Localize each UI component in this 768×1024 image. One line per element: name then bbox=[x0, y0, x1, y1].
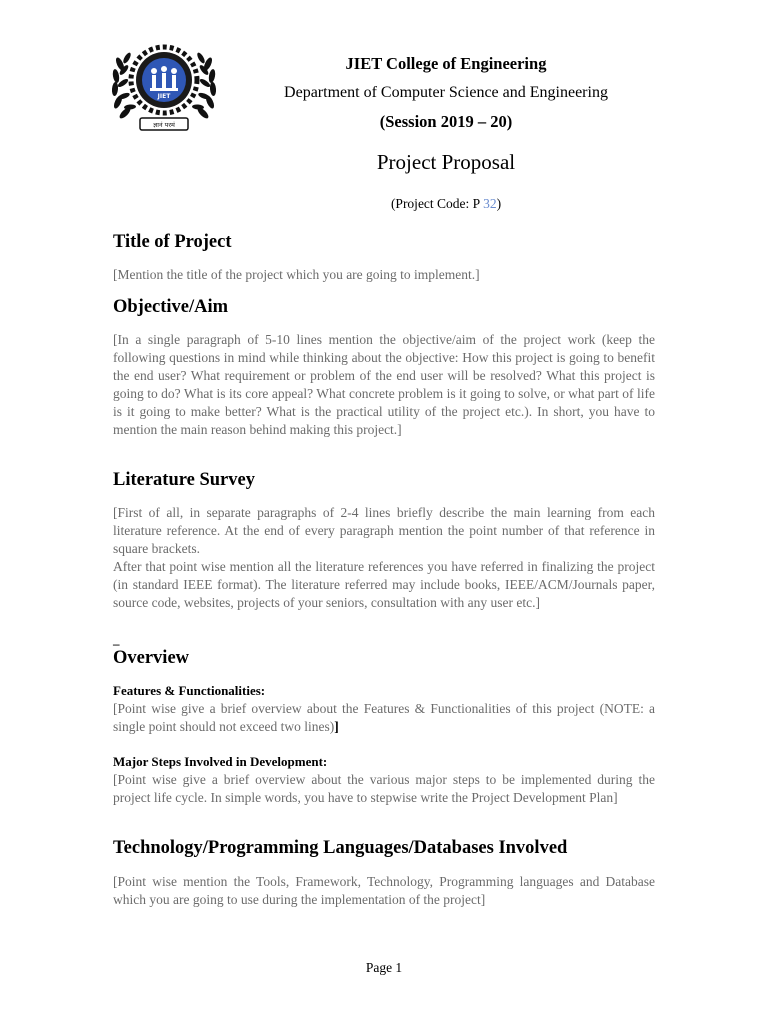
note-literature-survey bbox=[113, 504, 655, 612]
project-code-prefix: (Project Code: P bbox=[390, 196, 484, 211]
college-name: JIET College of Engineering bbox=[345, 54, 547, 73]
note-technology: [Point wise mention the Tools, Framework, Technology, Programming languages and Database which you are going to use during the implementation of the project] bbox=[113, 874, 655, 907]
note-major-steps: [Point wise give a brief overview about the various major steps to be implemented during the project life cycle. In simple words, you have to stepwise write the Project Development Plan] bbox=[113, 772, 655, 805]
heading-technology: Technology/Programming Languages/Databases Involved bbox=[113, 838, 568, 858]
project-code-number: 32 bbox=[483, 196, 497, 211]
heading-objective: Objective/Aim bbox=[113, 297, 229, 317]
stray-dash: – bbox=[113, 636, 120, 651]
document-title: Project Proposal bbox=[376, 150, 516, 174]
svg-text:ज्ञानं परमं: ज्ञानं परमं bbox=[153, 121, 175, 129]
features-text: [Point wise give a brief overview about the Features & Functionalities of this project (NOTE: a single point should not exceed two lines) bbox=[113, 701, 655, 734]
note-title-of-project: [Mention the title of the project which you are going to implement.] bbox=[113, 267, 480, 282]
session: (Session 2019 – 20) bbox=[379, 112, 513, 131]
features-close-bracket: ] bbox=[334, 719, 339, 734]
label-major-steps: Major Steps Involved in Development: bbox=[113, 754, 328, 769]
literature-paragraph-2: After that point wise mention all the literature references you have referred in finalizing the project (in standard IEEE format). The literature referred may include books, IEEE/ACM/Journals paper, source code, websites, projects of your seniors, consultation with any user etc.] bbox=[113, 559, 655, 610]
label-features: Features & Functionalities: bbox=[113, 683, 266, 698]
heading-literature-survey: Literature Survey bbox=[113, 470, 255, 490]
heading-overview: Overview bbox=[113, 648, 190, 668]
note-features bbox=[113, 700, 655, 736]
note-objective: [In a single paragraph of 5-10 lines mention the objective/aim of the project work (keep the following questions in mind while thinking about the objective: How this project is going to benefit the end user? What requirement or problem of the end user will be resolved? What this project is going to do? What is its core appeal? What concrete problem is it going to solve, or what part of life is it going to make better? What is the practical utility of the project etc.). In short, you have to mention the main reason behind making this project.] bbox=[113, 332, 655, 437]
project-code-suffix: ) bbox=[496, 196, 502, 211]
department-name: Department of Computer Science and Engineering bbox=[284, 84, 608, 101]
heading-title-of-project: Title of Project bbox=[113, 232, 232, 252]
svg-text:JIET: JIET bbox=[157, 93, 171, 100]
page-number: Page 1 bbox=[365, 960, 403, 975]
literature-paragraph-1: [First of all, in separate paragraphs of 2-4 lines briefly describe the main learning from each literature reference. At the end of every paragraph mention the point number of that reference in square brackets. bbox=[113, 505, 655, 556]
college-logo bbox=[106, 42, 222, 134]
project-code bbox=[240, 196, 652, 212]
